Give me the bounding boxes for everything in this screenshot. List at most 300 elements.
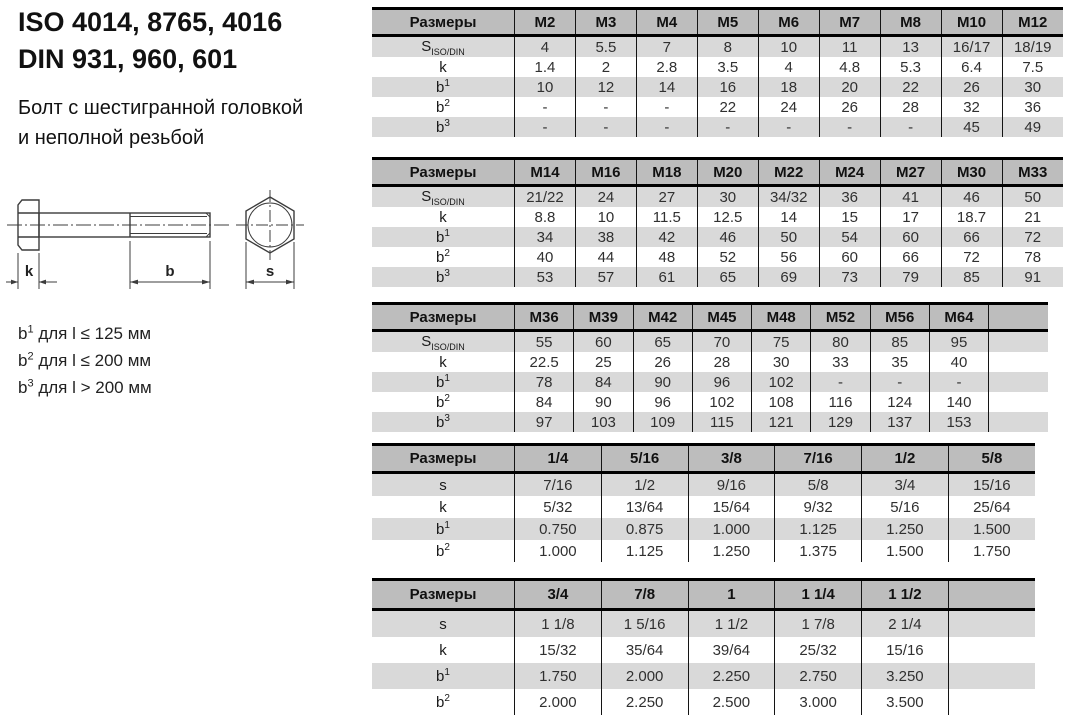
row-label: k <box>439 641 447 659</box>
value-cell: 9/16 <box>688 473 775 497</box>
value-cell: 16 <box>697 77 758 97</box>
dim-label-s: s <box>265 263 275 280</box>
column-header: M5 <box>697 9 758 36</box>
value-cell: 75 <box>752 331 811 353</box>
table-row <box>372 117 1063 137</box>
value-cell: 15/16 <box>948 473 1035 497</box>
row-label: $b^1$ <box>436 520 450 538</box>
value-cell <box>948 663 1035 689</box>
table-row <box>372 412 1048 432</box>
column-header: M36 <box>515 304 574 331</box>
column-header: M27 <box>880 159 941 186</box>
value-cell: 72 <box>1002 227 1063 247</box>
value-cell: 65 <box>633 331 692 353</box>
value-cell: 3.500 <box>862 689 949 715</box>
value-cell: 42 <box>636 227 697 247</box>
value-cell: 36 <box>819 186 880 208</box>
size-table-metric-m14-m33 <box>372 157 1063 287</box>
value-cell: 49 <box>1002 117 1063 137</box>
column-header <box>989 304 1048 331</box>
value-cell: 4 <box>758 57 819 77</box>
value-cell: 78 <box>1002 247 1063 267</box>
value-cell: 2.000 <box>515 689 602 715</box>
value-cell: 15 <box>819 207 880 227</box>
value-cell: - <box>819 117 880 137</box>
value-cell: 60 <box>819 247 880 267</box>
header-row <box>372 580 1035 610</box>
value-cell: 3.5 <box>697 57 758 77</box>
row-label: $b^1$ <box>436 78 450 96</box>
value-cell: 102 <box>752 372 811 392</box>
value-cell: 13/64 <box>601 496 688 518</box>
row-label: $b^1$ <box>436 228 450 246</box>
row-label: k <box>439 353 447 371</box>
value-cell: 20 <box>819 77 880 97</box>
value-cell: 116 <box>811 392 870 412</box>
column-header: 1/4 <box>515 445 602 473</box>
table-row <box>372 77 1063 97</box>
value-cell: 14 <box>758 207 819 227</box>
value-cell: 15/64 <box>688 496 775 518</box>
value-cell: 55 <box>515 331 574 353</box>
value-cell: 30 <box>1002 77 1063 97</box>
value-cell: 26 <box>941 77 1002 97</box>
table-row <box>372 97 1063 117</box>
table-row <box>372 186 1063 208</box>
value-cell: 35 <box>870 352 929 372</box>
column-header: M56 <box>870 304 929 331</box>
column-header: 3/8 <box>688 445 775 473</box>
value-cell <box>948 637 1035 663</box>
dim-label-b: b <box>165 263 175 280</box>
subtitle-line-2: и неполной резьбой <box>18 127 205 149</box>
value-cell: 18.7 <box>941 207 1002 227</box>
value-cell: 28 <box>692 352 751 372</box>
value-cell: 38 <box>575 227 636 247</box>
value-cell: 26 <box>819 97 880 117</box>
value-cell: 1 5/16 <box>601 610 688 638</box>
value-cell: 44 <box>575 247 636 267</box>
value-cell: 24 <box>758 97 819 117</box>
value-cell: 124 <box>870 392 929 412</box>
value-cell: 3.000 <box>775 689 862 715</box>
header-row <box>372 9 1063 36</box>
title-iso-line: ISO 4014, 8765, 4016 <box>18 7 283 37</box>
table-row <box>372 473 1035 497</box>
table-row <box>372 392 1048 412</box>
value-cell: 18 <box>758 77 819 97</box>
value-cell: 1.250 <box>862 518 949 540</box>
value-cell: 3.250 <box>862 663 949 689</box>
row-label: $b^3$ <box>436 118 450 136</box>
value-cell: 90 <box>633 372 692 392</box>
table-metric-m36-m64 <box>372 302 1048 432</box>
column-header: M22 <box>758 159 819 186</box>
column-header: M16 <box>575 159 636 186</box>
table-inch-large <box>372 578 1035 715</box>
title-din-line: DIN 931, 960, 601 <box>18 44 238 74</box>
column-header: M20 <box>697 159 758 186</box>
value-cell: 56 <box>758 247 819 267</box>
value-cell: 24 <box>575 186 636 208</box>
column-header: 1 1/4 <box>775 580 862 610</box>
column-header: M4 <box>636 9 697 36</box>
row-label: s <box>439 476 447 494</box>
row-label: $b^3$ <box>436 413 450 431</box>
value-cell: 52 <box>697 247 758 267</box>
value-cell: 103 <box>574 412 633 432</box>
value-cell: 6.4 <box>941 57 1002 77</box>
value-cell: - <box>515 117 576 137</box>
table-row <box>372 352 1048 372</box>
value-cell: - <box>758 117 819 137</box>
value-cell: 26 <box>633 352 692 372</box>
value-cell: 69 <box>758 267 819 287</box>
value-cell: 45 <box>941 117 1002 137</box>
value-cell: 4.8 <box>819 57 880 77</box>
value-cell: 25 <box>574 352 633 372</box>
value-cell: 115 <box>692 412 751 432</box>
row-label: $b^2$ <box>436 248 450 266</box>
value-cell: - <box>811 372 870 392</box>
row-label: $S_{ISO/DIN}$ <box>421 37 465 57</box>
value-cell: 1.375 <box>775 540 862 562</box>
value-cell: 18/19 <box>1002 36 1063 58</box>
value-cell: 5.3 <box>880 57 941 77</box>
row-label: $b^2$ <box>436 542 450 560</box>
value-cell: 50 <box>758 227 819 247</box>
value-cell: 7.5 <box>1002 57 1063 77</box>
value-cell: 1 7/8 <box>775 610 862 638</box>
value-cell: 8.8 <box>515 207 576 227</box>
column-header: Размеры <box>372 580 515 610</box>
value-cell <box>989 331 1048 353</box>
value-cell: 90 <box>574 392 633 412</box>
column-header: 7/16 <box>775 445 862 473</box>
value-cell: 22 <box>697 97 758 117</box>
value-cell: 109 <box>633 412 692 432</box>
value-cell: 129 <box>811 412 870 432</box>
value-cell: 50 <box>1002 186 1063 208</box>
row-label: s <box>439 615 447 633</box>
table-row <box>372 331 1048 353</box>
column-header <box>948 580 1035 610</box>
row-label: $b^3$ <box>436 268 450 286</box>
value-cell: 54 <box>819 227 880 247</box>
value-cell: 14 <box>636 77 697 97</box>
table-row <box>372 518 1035 540</box>
value-cell: 73 <box>819 267 880 287</box>
value-cell: - <box>636 117 697 137</box>
value-cell: 1.500 <box>862 540 949 562</box>
footnotes <box>18 320 152 401</box>
value-cell: 65 <box>697 267 758 287</box>
column-header: 7/8 <box>601 580 688 610</box>
header-row <box>372 445 1035 473</box>
value-cell: 10 <box>515 77 576 97</box>
value-cell: 2.750 <box>775 663 862 689</box>
value-cell: 34/32 <box>758 186 819 208</box>
column-header: M64 <box>929 304 988 331</box>
row-label: $b^2$ <box>436 98 450 116</box>
column-header: M18 <box>636 159 697 186</box>
row-label: k <box>439 58 447 76</box>
value-cell: 95 <box>929 331 988 353</box>
value-cell: 36 <box>1002 97 1063 117</box>
table-inch-small <box>372 443 1035 562</box>
column-header: M30 <box>941 159 1002 186</box>
value-cell: 5/8 <box>775 473 862 497</box>
value-cell: 8 <box>697 36 758 58</box>
column-header: M14 <box>515 159 576 186</box>
table-row <box>372 247 1063 267</box>
value-cell: 1.750 <box>515 663 602 689</box>
value-cell: 0.750 <box>515 518 602 540</box>
value-cell: 140 <box>929 392 988 412</box>
value-cell: 41 <box>880 186 941 208</box>
subtitle-line-1: Болт с шестигранной головкой <box>18 97 304 119</box>
column-header: 5/16 <box>601 445 688 473</box>
table-row <box>372 36 1063 58</box>
value-cell: 84 <box>515 392 574 412</box>
row-label: k <box>439 208 447 226</box>
value-cell: 91 <box>1002 267 1063 287</box>
value-cell: 1.750 <box>948 540 1035 562</box>
value-cell: 1.4 <box>515 57 576 77</box>
value-cell: 0.875 <box>601 518 688 540</box>
value-cell <box>989 392 1048 412</box>
value-cell: 46 <box>697 227 758 247</box>
size-table-inch-quarter-to-fiveeighths <box>372 443 1035 562</box>
value-cell: 1.000 <box>515 540 602 562</box>
value-cell: 22 <box>880 77 941 97</box>
value-cell: - <box>515 97 576 117</box>
value-cell: 11 <box>819 36 880 58</box>
table-row <box>372 496 1035 518</box>
value-cell <box>948 610 1035 638</box>
column-header: M3 <box>575 9 636 36</box>
size-table-metric-m36-m64 <box>372 302 1048 432</box>
size-table-metric-m2-m12 <box>372 7 1063 137</box>
value-cell: 2 1/4 <box>862 610 949 638</box>
value-cell <box>989 372 1048 392</box>
column-header: 3/4 <box>515 580 602 610</box>
value-cell: 85 <box>941 267 1002 287</box>
table-row <box>372 227 1063 247</box>
table-row <box>372 57 1063 77</box>
value-cell <box>948 689 1035 715</box>
value-cell: 30 <box>752 352 811 372</box>
header-row <box>372 159 1063 186</box>
column-header: M45 <box>692 304 751 331</box>
value-cell: 40 <box>515 247 576 267</box>
value-cell: 32 <box>941 97 1002 117</box>
value-cell: 15/16 <box>862 637 949 663</box>
value-cell: - <box>575 117 636 137</box>
value-cell: 121 <box>752 412 811 432</box>
value-cell: - <box>575 97 636 117</box>
value-cell: 79 <box>880 267 941 287</box>
value-cell: 7/16 <box>515 473 602 497</box>
value-cell: 137 <box>870 412 929 432</box>
column-header: M39 <box>574 304 633 331</box>
value-cell: 1.250 <box>688 540 775 562</box>
value-cell: 80 <box>811 331 870 353</box>
column-header: Размеры <box>372 9 515 36</box>
value-cell: 1 1/2 <box>688 610 775 638</box>
value-cell: - <box>880 117 941 137</box>
value-cell: 85 <box>870 331 929 353</box>
column-header: Размеры <box>372 159 515 186</box>
row-label: $S_{ISO/DIN}$ <box>421 332 465 352</box>
page-title <box>18 4 282 78</box>
bolt-drawing <box>5 186 310 316</box>
value-cell: 25/32 <box>775 637 862 663</box>
value-cell: 10 <box>575 207 636 227</box>
table-row <box>372 540 1035 562</box>
value-cell: 39/64 <box>688 637 775 663</box>
column-header: M6 <box>758 9 819 36</box>
value-cell: 60 <box>880 227 941 247</box>
value-cell: 70 <box>692 331 751 353</box>
value-cell: 4 <box>515 36 576 58</box>
row-label: $b^2$ <box>436 393 450 411</box>
dim-label-k: k <box>24 263 34 280</box>
value-cell: 21/22 <box>515 186 576 208</box>
value-cell: 2.000 <box>601 663 688 689</box>
value-cell: 12 <box>575 77 636 97</box>
value-cell: 78 <box>515 372 574 392</box>
value-cell: 2 <box>575 57 636 77</box>
value-cell: 108 <box>752 392 811 412</box>
value-cell: 102 <box>692 392 751 412</box>
value-cell: 1 1/8 <box>515 610 602 638</box>
row-label: $S_{ISO/DIN}$ <box>421 187 465 207</box>
value-cell: 1.000 <box>688 518 775 540</box>
column-header: 5/8 <box>948 445 1035 473</box>
table-row <box>372 663 1035 689</box>
column-header: M52 <box>811 304 870 331</box>
table-metric-m14-m33 <box>372 157 1063 287</box>
column-header: Размеры <box>372 304 515 331</box>
value-cell: 27 <box>636 186 697 208</box>
value-cell: 1.125 <box>775 518 862 540</box>
value-cell: 1.125 <box>601 540 688 562</box>
table-row <box>372 267 1063 287</box>
value-cell: 153 <box>929 412 988 432</box>
value-cell: 2.250 <box>688 663 775 689</box>
value-cell: 1.500 <box>948 518 1035 540</box>
value-cell: 1/2 <box>601 473 688 497</box>
column-header: M2 <box>515 9 576 36</box>
value-cell: 15/32 <box>515 637 602 663</box>
value-cell: 5/32 <box>515 496 602 518</box>
column-header: 1 1/2 <box>862 580 949 610</box>
size-table-inch-threequarters-to-oneandhalf <box>372 578 1035 715</box>
value-cell: 66 <box>880 247 941 267</box>
value-cell: 12.5 <box>697 207 758 227</box>
value-cell: - <box>870 372 929 392</box>
value-cell: 16/17 <box>941 36 1002 58</box>
column-header: M7 <box>819 9 880 36</box>
value-cell: 66 <box>941 227 1002 247</box>
column-header: 1/2 <box>862 445 949 473</box>
value-cell: 10 <box>758 36 819 58</box>
value-cell: 28 <box>880 97 941 117</box>
value-cell: 33 <box>811 352 870 372</box>
value-cell: 13 <box>880 36 941 58</box>
value-cell: 96 <box>692 372 751 392</box>
footnote-b3: $b^3$ для l > 200 мм <box>18 377 152 397</box>
row-label: k <box>439 498 447 516</box>
value-cell: 57 <box>575 267 636 287</box>
footnote-b1: $b^1$ для l ≤ 125 мм <box>18 323 152 343</box>
row-label: $b^1$ <box>436 667 450 685</box>
value-cell: 17 <box>880 207 941 227</box>
table-metric-m2-m12 <box>372 7 1063 137</box>
value-cell: 60 <box>574 331 633 353</box>
value-cell: 84 <box>574 372 633 392</box>
value-cell <box>989 352 1048 372</box>
row-label: $b^1$ <box>436 373 450 391</box>
column-header: 1 <box>688 580 775 610</box>
value-cell: 2.250 <box>601 689 688 715</box>
value-cell: 22.5 <box>515 352 574 372</box>
value-cell: 5.5 <box>575 36 636 58</box>
value-cell: 46 <box>941 186 1002 208</box>
value-cell: 53 <box>515 267 576 287</box>
column-header: M48 <box>752 304 811 331</box>
column-header: Размеры <box>372 445 515 473</box>
value-cell: 21 <box>1002 207 1063 227</box>
table-row <box>372 689 1035 715</box>
row-label: $b^2$ <box>436 693 450 711</box>
value-cell: - <box>697 117 758 137</box>
value-cell: 9/32 <box>775 496 862 518</box>
value-cell: - <box>636 97 697 117</box>
footnote-b2: $b^2$ для l ≤ 200 мм <box>18 350 152 370</box>
value-cell: 40 <box>929 352 988 372</box>
value-cell: 3/4 <box>862 473 949 497</box>
column-header: M10 <box>941 9 1002 36</box>
column-header: M8 <box>880 9 941 36</box>
value-cell: 11.5 <box>636 207 697 227</box>
value-cell: 72 <box>941 247 1002 267</box>
table-row <box>372 207 1063 227</box>
value-cell: - <box>929 372 988 392</box>
value-cell: 2.500 <box>688 689 775 715</box>
value-cell: 25/64 <box>948 496 1035 518</box>
value-cell: 97 <box>515 412 574 432</box>
header-row <box>372 304 1048 331</box>
column-header: M42 <box>633 304 692 331</box>
value-cell <box>989 412 1048 432</box>
table-row <box>372 637 1035 663</box>
column-header: M33 <box>1002 159 1063 186</box>
value-cell: 48 <box>636 247 697 267</box>
value-cell: 2.8 <box>636 57 697 77</box>
column-header: M12 <box>1002 9 1063 36</box>
value-cell: 96 <box>633 392 692 412</box>
value-cell: 61 <box>636 267 697 287</box>
value-cell: 7 <box>636 36 697 58</box>
value-cell: 30 <box>697 186 758 208</box>
table-row <box>372 372 1048 392</box>
column-header: M24 <box>819 159 880 186</box>
value-cell: 35/64 <box>601 637 688 663</box>
page-subtitle <box>18 93 303 153</box>
value-cell: 5/16 <box>862 496 949 518</box>
